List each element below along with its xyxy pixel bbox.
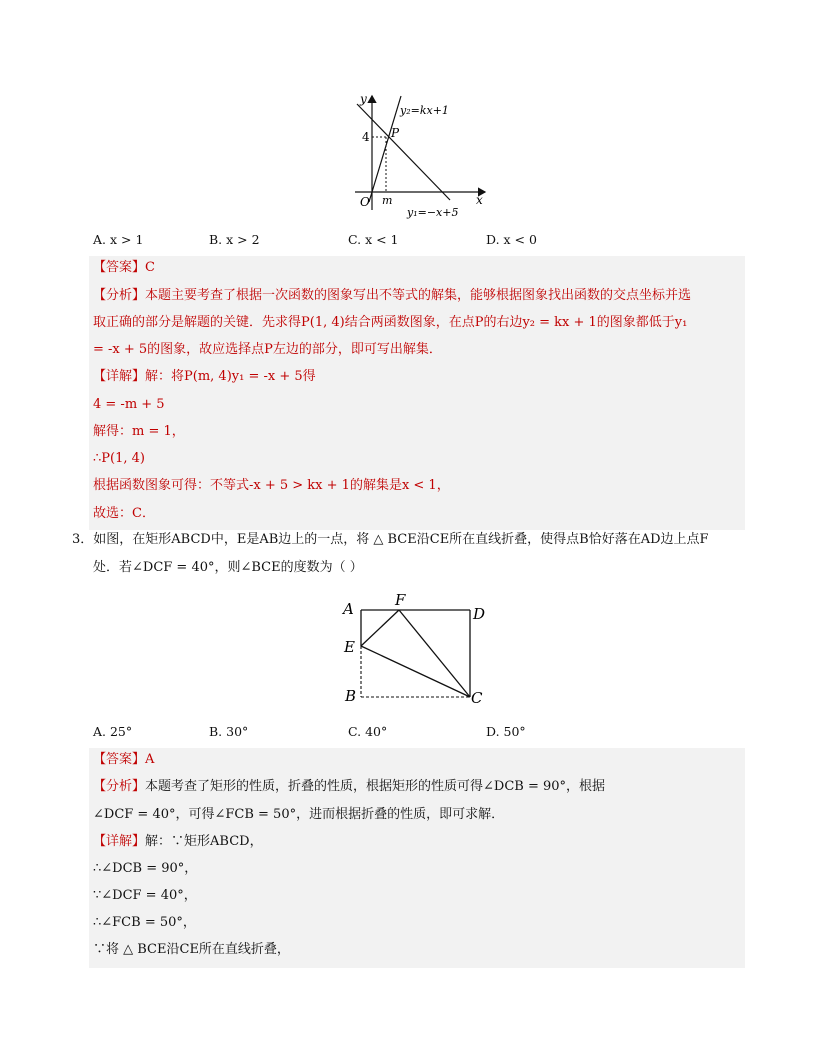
q2-answer-line [93, 258, 155, 278]
origin-label: O [360, 195, 370, 209]
answer-value: C [145, 260, 155, 275]
q3-detail-line-4: ∴∠FCB = 50°， [93, 915, 196, 930]
label-d: D [473, 605, 486, 623]
q3-analysis-line-2: ∠DCF = 40°，可得∠FCB = 50°，进而根据折叠的性质，即可求解． [93, 807, 505, 822]
tick-m-label: m [382, 194, 393, 207]
q3-option-a: A. 25° [93, 724, 133, 739]
detail-text-1: 解：将P(m, 4)y₁ = -x + 5得 [145, 369, 316, 384]
q2-option-b: B. x > 2 [209, 232, 260, 247]
label-b: B [345, 687, 357, 705]
label-c: C [471, 689, 483, 707]
q3-option-b: B. 30° [209, 724, 249, 739]
q3-question-line-2: 处．若∠DCF = 40°，则∠BCE的度数为（ ） [93, 560, 363, 575]
label-e: E [344, 638, 355, 656]
point-p-label: P [391, 126, 400, 140]
label-a: A [343, 600, 354, 618]
q2-options [93, 232, 653, 252]
analysis-text-1: 本题主要考查了根据一次函数的图象写出不等式的解集，能够根据图象找出函数的交点坐标并选 [145, 288, 692, 303]
answer-tag: 【答案】 [93, 260, 146, 275]
q2-option-d: D. x < 0 [486, 232, 537, 247]
q3-question-line-1: 3．如图，在矩形ABCD中，E是AB边上的一点，将 △ BCE沿CE所在直线折叠，使得点B恰好落在AD边上点F [72, 532, 709, 547]
answer-value: A [145, 752, 155, 767]
line-y1 [357, 104, 450, 200]
detail-tag: 【详解】 [93, 369, 146, 384]
q3-option-c: C. 40° [348, 724, 388, 739]
label-f: F [395, 591, 406, 609]
q2-detail-line-4: ∴P(1, 4) [93, 451, 145, 466]
segment-ef [361, 610, 399, 646]
q2-detail-line-5: 根据函数图象可得：不等式-x + 5 > kx + 1的解集是x < 1， [93, 478, 450, 493]
q2-detail-line-1 [93, 367, 316, 387]
q2-detail-line-6: 故选：C． [93, 506, 155, 521]
segment-fc [399, 610, 470, 697]
q2-option-c: C. x < 1 [348, 232, 399, 247]
tick-4-label: 4 [362, 130, 370, 144]
q3-options [93, 724, 653, 744]
detail-text-1: 解：∵矩形ABCD， [145, 834, 263, 849]
answer-tag: 【答案】 [93, 752, 146, 767]
line-y1-label: y₁=−x+5 [407, 206, 459, 219]
analysis-tag: 【分析】 [93, 288, 146, 303]
q2-analysis-line-3: = -x + 5的图象，故应选择点P左边的部分，即可写出解集． [93, 342, 442, 357]
q3-answer-line [93, 750, 154, 770]
q3-option-d: D. 50° [486, 724, 526, 739]
q2-option-a: A. x > 1 [93, 232, 144, 247]
y-axis-label: y [360, 92, 367, 106]
q3-analysis-line-1 [93, 777, 605, 797]
q2-analysis-line-2: 取正确的部分是解题的关键．先求得P(1, 4)结合两函数图象，在点P的右边y₂ = kx + 1的图象都低于y₁ [93, 315, 688, 330]
q3-detail-line-1 [93, 832, 263, 852]
x-axis-label: x [476, 193, 483, 207]
linear-functions-graph [345, 90, 495, 222]
q3-detail-line-2: ∴∠DCB = 90°， [93, 861, 198, 876]
line-y2 [369, 96, 401, 202]
q3-detail-line-3: ∵∠DCF = 40°， [93, 888, 197, 903]
q2-detail-line-2: 4 = -m + 5 [93, 397, 165, 412]
segment-ec [361, 646, 470, 697]
line-y2-label: y₂=kx+1 [400, 104, 449, 117]
detail-tag: 【详解】 [93, 834, 146, 849]
analysis-tag: 【分析】 [93, 779, 146, 794]
rectangle-fold-figure [340, 590, 490, 710]
analysis-text-1: 本题考查了矩形的性质，折叠的性质，根据矩形的性质可得∠DCB = 90°，根据 [145, 779, 606, 794]
q3-detail-line-5: ∵将 △ BCE沿CE所在直线折叠， [93, 942, 290, 957]
q2-detail-line-3: 解得：m = 1， [93, 424, 185, 439]
q2-solution-box [89, 256, 745, 530]
q2-analysis-line-1 [93, 286, 691, 306]
q3-solution-box [89, 748, 745, 968]
